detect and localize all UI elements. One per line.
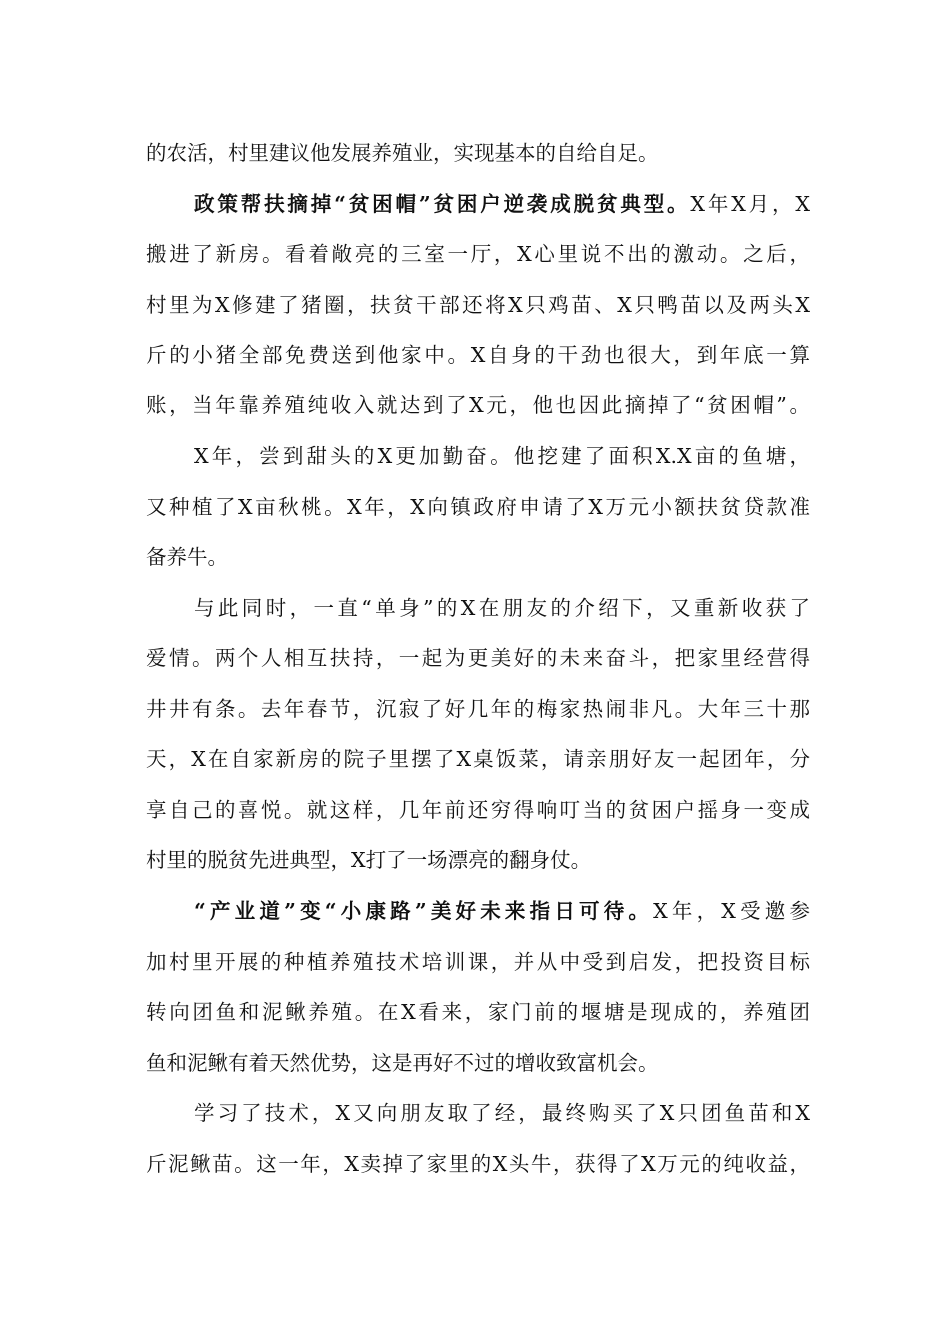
text-line: [146, 340, 810, 370]
line-text: X年，X受邀参: [653, 899, 810, 923]
text-line: [146, 1048, 810, 1078]
line-text: 转向团鱼和泥鳅养殖。在X看来，家门前的堰塘是现成的，养殖团: [146, 1000, 810, 1024]
line-text: 加村里开展的种植养殖技术培训课，并从中受到启发，把投资目标: [146, 950, 810, 974]
line-text: 鱼和泥鳅有着天然优势，这是再好不过的增收致富机会。: [146, 1051, 659, 1075]
line-text: 村里的脱贫先进典型，X打了一场漂亮的翻身仗。: [146, 848, 592, 872]
text-line: [146, 947, 810, 977]
text-line: [194, 896, 810, 926]
line-text: 爱情。两个人相互扶持，一起为更美好的未来奋斗，把家里经营得: [146, 646, 810, 670]
line-text: 与此同时，一直“单身”的X在朋友的介绍下，又重新收获了: [194, 596, 810, 620]
line-text: 天，X在自家新房的院子里摆了X桌饭菜，请亲朋好友一起团年，分: [146, 747, 810, 771]
text-line: [194, 441, 810, 471]
paragraph-heading: 政策帮扶摘掉“贫困帽”贫困户逆袭成脱贫典型。: [194, 192, 691, 216]
line-text: 备养牛。: [146, 545, 228, 569]
line-text: 又种植了X亩秋桃。X年，X向镇政府申请了X万元小额扶贫贷款准: [146, 495, 810, 519]
text-line: [146, 390, 810, 420]
text-line: [146, 239, 810, 269]
text-line: [146, 542, 810, 572]
text-line: [146, 138, 810, 168]
text-line: [194, 189, 810, 219]
line-text: X年，尝到甜头的X更加勤奋。他挖建了面积X.X亩的鱼塘，: [194, 444, 810, 468]
text-line: [146, 997, 810, 1027]
text-line: [146, 1149, 810, 1179]
text-line: [146, 492, 810, 522]
text-line: [146, 643, 810, 673]
line-text: 斤的小猪全部免费送到他家中。X自身的干劲也很大，到年底一算: [146, 343, 810, 367]
text-line: [146, 744, 810, 774]
text-line: [146, 845, 810, 875]
line-text: 学习了技术，X又向朋友取了经，最终购买了X只团鱼苗和X: [194, 1101, 810, 1125]
line-text: 享自己的喜悦。就这样，几年前还穷得响叮当的贫困户摇身一变成: [146, 798, 810, 822]
text-line: [194, 593, 810, 623]
text-line: [194, 1098, 810, 1128]
line-text: 村里为X修建了猪圈，扶贫干部还将X只鸡苗、X只鸭苗以及两头X: [146, 293, 810, 317]
text-line: [146, 290, 810, 320]
line-text: 搬进了新房。看着敞亮的三室一厅，X心里说不出的激动。之后，: [146, 242, 810, 266]
line-text: 斤泥鳅苗。这一年，X卖掉了家里的X头牛，获得了X万元的纯收益，: [146, 1152, 810, 1176]
line-text: 账，当年靠养殖纯收入就达到了X元，他也因此摘掉了“贫困帽”。: [146, 393, 810, 417]
line-text: X年X月，X: [690, 192, 810, 216]
line-text: 的农活，村里建议他发展养殖业，实现基本的自给自足。: [146, 141, 659, 165]
text-line: [146, 795, 810, 825]
line-text: 井井有条。去年春节，沉寂了好几年的梅家热闹非凡。大年三十那: [146, 697, 810, 721]
text-line: [146, 694, 810, 724]
paragraph-heading: “产业道”变“小康路”美好未来指日可待。: [194, 899, 654, 923]
